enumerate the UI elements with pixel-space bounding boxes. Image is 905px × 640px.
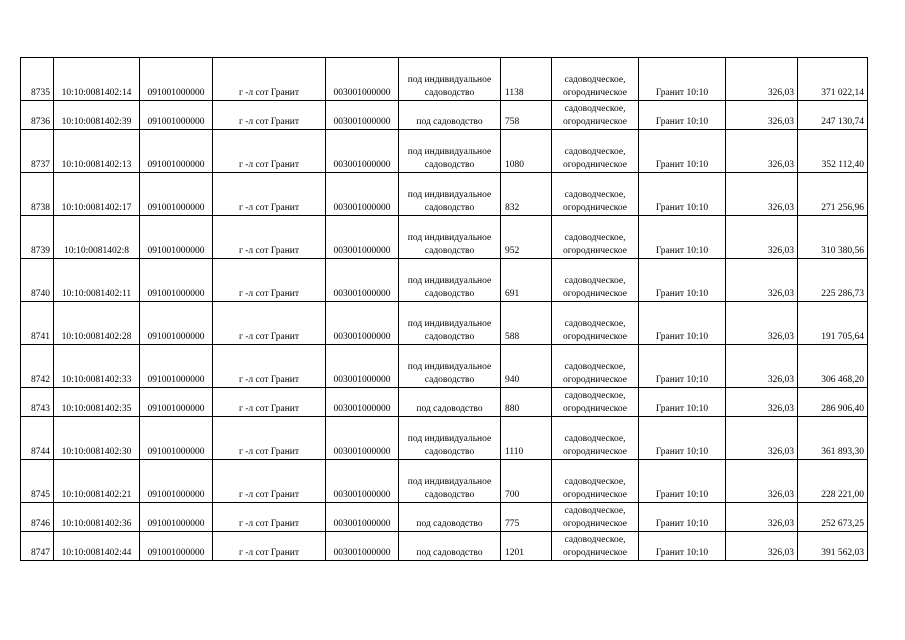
land-category-cell bbox=[552, 173, 639, 216]
oktmo-code-cell: 003001000000 bbox=[326, 417, 399, 460]
table-row bbox=[21, 173, 868, 216]
okato-code-cell: 091001000000 bbox=[140, 58, 213, 101]
locality-cell: г -л сот Гранит bbox=[213, 503, 326, 532]
permitted-use-line-2: садоводство bbox=[424, 246, 475, 256]
row-number-cell: 8742 bbox=[21, 345, 54, 388]
row-number-cell: 8737 bbox=[21, 130, 54, 173]
land-category-cell bbox=[552, 259, 639, 302]
permitted-use-cell bbox=[399, 532, 501, 561]
table-row bbox=[21, 503, 868, 532]
land-category-line-1: садоводческое, bbox=[564, 477, 626, 487]
permitted-use-line-1: под индивидуальное bbox=[407, 190, 492, 200]
oktmo-code-cell: 003001000000 bbox=[326, 130, 399, 173]
cadastral-value-cell: 247 130,74 bbox=[798, 101, 868, 130]
area-cell: 1201 bbox=[501, 532, 552, 561]
row-number-cell: 8739 bbox=[21, 216, 54, 259]
locality-cell: г -л сот Гранит bbox=[213, 130, 326, 173]
land-category-line-1: садоводческое, bbox=[564, 147, 626, 157]
land-category-line-1: садоводческое, bbox=[564, 233, 626, 243]
land-category-line-1: садоводческое, bbox=[564, 190, 626, 200]
oktmo-code-cell: 003001000000 bbox=[326, 173, 399, 216]
land-category-line-2: огородническое bbox=[562, 375, 628, 385]
cadastral-value-cell: 306 468,20 bbox=[798, 345, 868, 388]
table-row bbox=[21, 216, 868, 259]
okato-code-cell: 091001000000 bbox=[140, 503, 213, 532]
permitted-use-line-2: садоводство bbox=[424, 447, 475, 457]
table-row bbox=[21, 460, 868, 503]
area-cell: 940 bbox=[501, 345, 552, 388]
locality-cell: г -л сот Гранит bbox=[213, 259, 326, 302]
table-row bbox=[21, 388, 868, 417]
area-cell: 1138 bbox=[501, 58, 552, 101]
locality-cell: г -л сот Гранит bbox=[213, 345, 326, 388]
permitted-use-cell bbox=[399, 460, 501, 503]
cadastral-value-cell: 391 562,03 bbox=[798, 532, 868, 561]
cadastral-value-cell: 352 112,40 bbox=[798, 130, 868, 173]
cadastral-number-cell: 10:10:0081402:17 bbox=[54, 173, 140, 216]
cadastral-value-cell: 271 256,96 bbox=[798, 173, 868, 216]
land-category-cell bbox=[552, 216, 639, 259]
row-number-cell: 8741 bbox=[21, 302, 54, 345]
land-category-cell bbox=[552, 503, 639, 532]
locality-cell: г -л сот Гранит bbox=[213, 302, 326, 345]
land-category-line-2: огородническое bbox=[562, 404, 628, 414]
locality-cell: г -л сот Гранит bbox=[213, 460, 326, 503]
cadastral-number-cell: 10:10:0081402:8 bbox=[54, 216, 140, 259]
cadastral-quarter-cell: Гранит 10:10 bbox=[639, 302, 726, 345]
land-category-line-2: огородническое bbox=[562, 519, 628, 529]
specific-value-cell: 326,03 bbox=[726, 345, 798, 388]
cadastral-number-cell: 10:10:0081402:28 bbox=[54, 302, 140, 345]
oktmo-code-cell: 003001000000 bbox=[326, 532, 399, 561]
table-row bbox=[21, 101, 868, 130]
okato-code-cell: 091001000000 bbox=[140, 173, 213, 216]
cadastral-number-cell: 10:10:0081402:33 bbox=[54, 345, 140, 388]
cadastral-value-cell: 310 380,56 bbox=[798, 216, 868, 259]
permitted-use-line-2: садоводство bbox=[424, 88, 475, 98]
land-category-line-2: огородническое bbox=[562, 490, 628, 500]
table-row bbox=[21, 259, 868, 302]
okato-code-cell: 091001000000 bbox=[140, 388, 213, 417]
okato-code-cell: 091001000000 bbox=[140, 101, 213, 130]
okato-code-cell: 091001000000 bbox=[140, 460, 213, 503]
permitted-use-line-1: под индивидуальное bbox=[407, 434, 492, 444]
permitted-use-line-2: садоводство bbox=[424, 375, 475, 385]
land-category-cell bbox=[552, 388, 639, 417]
land-category-line-2: огородническое bbox=[562, 117, 628, 127]
specific-value-cell: 326,03 bbox=[726, 388, 798, 417]
okato-code-cell: 091001000000 bbox=[140, 216, 213, 259]
cadastral-number-cell: 10:10:0081402:21 bbox=[54, 460, 140, 503]
permitted-use-cell bbox=[399, 388, 501, 417]
area-cell: 832 bbox=[501, 173, 552, 216]
land-category-cell bbox=[552, 417, 639, 460]
land-category-line-1: садоводческое, bbox=[564, 276, 626, 286]
cadastral-value-table bbox=[20, 57, 868, 561]
cadastral-quarter-cell: Гранит 10:10 bbox=[639, 388, 726, 417]
locality-cell: г -л сот Гранит bbox=[213, 58, 326, 101]
area-cell: 880 bbox=[501, 388, 552, 417]
cadastral-value-cell: 225 286,73 bbox=[798, 259, 868, 302]
land-category-line-1: садоводческое, bbox=[564, 391, 626, 401]
cadastral-quarter-cell: Гранит 10:10 bbox=[639, 58, 726, 101]
permitted-use-cell bbox=[399, 173, 501, 216]
land-category-cell bbox=[552, 532, 639, 561]
oktmo-code-cell: 003001000000 bbox=[326, 101, 399, 130]
land-category-line-1: садоводческое, bbox=[564, 319, 626, 329]
okato-code-cell: 091001000000 bbox=[140, 532, 213, 561]
permitted-use-line-1: под индивидуальное bbox=[407, 362, 492, 372]
cadastral-number-cell: 10:10:0081402:14 bbox=[54, 58, 140, 101]
cadastral-quarter-cell: Гранит 10:10 bbox=[639, 460, 726, 503]
oktmo-code-cell: 003001000000 bbox=[326, 503, 399, 532]
land-category-cell bbox=[552, 101, 639, 130]
locality-cell: г -л сот Гранит bbox=[213, 216, 326, 259]
cadastral-quarter-cell: Гранит 10:10 bbox=[639, 173, 726, 216]
land-category-line-2: огородническое bbox=[562, 548, 628, 558]
land-category-cell bbox=[552, 460, 639, 503]
row-number-cell: 8743 bbox=[21, 388, 54, 417]
land-category-line-1: садоводческое, bbox=[564, 535, 626, 545]
cadastral-value-cell: 191 705,64 bbox=[798, 302, 868, 345]
land-category-cell bbox=[552, 58, 639, 101]
locality-cell: г -л сот Гранит bbox=[213, 417, 326, 460]
row-number-cell: 8740 bbox=[21, 259, 54, 302]
table-row bbox=[21, 417, 868, 460]
locality-cell: г -л сот Гранит bbox=[213, 173, 326, 216]
locality-cell: г -л сот Гранит bbox=[213, 532, 326, 561]
cadastral-number-cell: 10:10:0081402:39 bbox=[54, 101, 140, 130]
cadastral-value-cell: 286 906,40 bbox=[798, 388, 868, 417]
permitted-use-line-1: под индивидуальное bbox=[407, 147, 492, 157]
cadastral-value-cell: 361 893,30 bbox=[798, 417, 868, 460]
specific-value-cell: 326,03 bbox=[726, 417, 798, 460]
oktmo-code-cell: 003001000000 bbox=[326, 216, 399, 259]
locality-cell: г -л сот Гранит bbox=[213, 388, 326, 417]
cadastral-number-cell: 10:10:0081402:36 bbox=[54, 503, 140, 532]
oktmo-code-cell: 003001000000 bbox=[326, 259, 399, 302]
permitted-use-cell bbox=[399, 130, 501, 173]
row-number-cell: 8747 bbox=[21, 532, 54, 561]
area-cell: 588 bbox=[501, 302, 552, 345]
row-number-cell: 8744 bbox=[21, 417, 54, 460]
permitted-use-line-2: под садоводство bbox=[416, 548, 483, 558]
oktmo-code-cell: 003001000000 bbox=[326, 388, 399, 417]
area-cell: 1110 bbox=[501, 417, 552, 460]
permitted-use-cell bbox=[399, 58, 501, 101]
permitted-use-line-1: под индивидуальное bbox=[407, 319, 492, 329]
okato-code-cell: 091001000000 bbox=[140, 417, 213, 460]
table-row bbox=[21, 532, 868, 561]
area-cell: 691 bbox=[501, 259, 552, 302]
specific-value-cell: 326,03 bbox=[726, 503, 798, 532]
area-cell: 952 bbox=[501, 216, 552, 259]
permitted-use-line-2: под садоводство bbox=[416, 519, 483, 529]
land-category-cell bbox=[552, 302, 639, 345]
permitted-use-line-2: садоводство bbox=[424, 289, 475, 299]
row-number-cell: 8736 bbox=[21, 101, 54, 130]
specific-value-cell: 326,03 bbox=[726, 259, 798, 302]
oktmo-code-cell: 003001000000 bbox=[326, 302, 399, 345]
permitted-use-line-2: под садоводство bbox=[416, 117, 483, 127]
permitted-use-cell bbox=[399, 216, 501, 259]
permitted-use-cell bbox=[399, 259, 501, 302]
area-cell: 700 bbox=[501, 460, 552, 503]
land-category-line-2: огородническое bbox=[562, 88, 628, 98]
permitted-use-cell bbox=[399, 302, 501, 345]
specific-value-cell: 326,03 bbox=[726, 460, 798, 503]
land-category-line-2: огородническое bbox=[562, 332, 628, 342]
cadastral-number-cell: 10:10:0081402:30 bbox=[54, 417, 140, 460]
cadastral-quarter-cell: Гранит 10:10 bbox=[639, 345, 726, 388]
area-cell: 1080 bbox=[501, 130, 552, 173]
oktmo-code-cell: 003001000000 bbox=[326, 460, 399, 503]
table-row bbox=[21, 302, 868, 345]
cadastral-quarter-cell: Гранит 10:10 bbox=[639, 216, 726, 259]
permitted-use-line-1: под индивидуальное bbox=[407, 233, 492, 243]
cadastral-number-cell: 10:10:0081402:44 bbox=[54, 532, 140, 561]
specific-value-cell: 326,03 bbox=[726, 216, 798, 259]
specific-value-cell: 326,03 bbox=[726, 532, 798, 561]
cadastral-value-cell: 228 221,00 bbox=[798, 460, 868, 503]
table-row bbox=[21, 58, 868, 101]
land-category-line-2: огородническое bbox=[562, 160, 628, 170]
row-number-cell: 8746 bbox=[21, 503, 54, 532]
cadastral-value-cell: 371 022,14 bbox=[798, 58, 868, 101]
permitted-use-cell bbox=[399, 101, 501, 130]
cadastral-value-cell: 252 673,25 bbox=[798, 503, 868, 532]
land-category-line-2: огородническое bbox=[562, 246, 628, 256]
cadastral-quarter-cell: Гранит 10:10 bbox=[639, 101, 726, 130]
permitted-use-line-1: под индивидуальное bbox=[407, 477, 492, 487]
permitted-use-cell bbox=[399, 503, 501, 532]
land-category-line-2: огородническое bbox=[562, 289, 628, 299]
oktmo-code-cell: 003001000000 bbox=[326, 58, 399, 101]
table-body bbox=[21, 58, 868, 561]
land-category-line-2: огородническое bbox=[562, 447, 628, 457]
permitted-use-line-2: садоводство bbox=[424, 160, 475, 170]
land-category-line-1: садоводческое, bbox=[564, 75, 626, 85]
cadastral-quarter-cell: Гранит 10:10 bbox=[639, 259, 726, 302]
land-category-line-2: огородническое bbox=[562, 203, 628, 213]
okato-code-cell: 091001000000 bbox=[140, 259, 213, 302]
permitted-use-line-1: под индивидуальное bbox=[407, 75, 492, 85]
land-category-line-1: садоводческое, bbox=[564, 506, 626, 516]
okato-code-cell: 091001000000 bbox=[140, 130, 213, 173]
cadastral-quarter-cell: Гранит 10:10 bbox=[639, 130, 726, 173]
area-cell: 775 bbox=[501, 503, 552, 532]
cadastral-number-cell: 10:10:0081402:35 bbox=[54, 388, 140, 417]
permitted-use-cell bbox=[399, 417, 501, 460]
row-number-cell: 8738 bbox=[21, 173, 54, 216]
permitted-use-line-2: садоводство bbox=[424, 490, 475, 500]
land-category-cell bbox=[552, 345, 639, 388]
land-category-cell bbox=[552, 130, 639, 173]
cadastral-quarter-cell: Гранит 10:10 bbox=[639, 417, 726, 460]
specific-value-cell: 326,03 bbox=[726, 302, 798, 345]
okato-code-cell: 091001000000 bbox=[140, 345, 213, 388]
land-category-line-1: садоводческое, bbox=[564, 104, 626, 114]
row-number-cell: 8735 bbox=[21, 58, 54, 101]
oktmo-code-cell: 003001000000 bbox=[326, 345, 399, 388]
table-row bbox=[21, 130, 868, 173]
okato-code-cell: 091001000000 bbox=[140, 302, 213, 345]
permitted-use-line-2: садоводство bbox=[424, 332, 475, 342]
cadastral-number-cell: 10:10:0081402:13 bbox=[54, 130, 140, 173]
cadastral-number-cell: 10:10:0081402:11 bbox=[54, 259, 140, 302]
area-cell: 758 bbox=[501, 101, 552, 130]
cadastral-quarter-cell: Гранит 10:10 bbox=[639, 532, 726, 561]
row-number-cell: 8745 bbox=[21, 460, 54, 503]
permitted-use-line-1: под индивидуальное bbox=[407, 276, 492, 286]
land-category-line-1: садоводческое, bbox=[564, 362, 626, 372]
table-row bbox=[21, 345, 868, 388]
cadastral-quarter-cell: Гранит 10:10 bbox=[639, 503, 726, 532]
specific-value-cell: 326,03 bbox=[726, 173, 798, 216]
permitted-use-line-2: под садоводство bbox=[416, 404, 483, 414]
locality-cell: г -л сот Гранит bbox=[213, 101, 326, 130]
specific-value-cell: 326,03 bbox=[726, 58, 798, 101]
permitted-use-cell bbox=[399, 345, 501, 388]
permitted-use-line-2: садоводство bbox=[424, 203, 475, 213]
land-category-line-1: садоводческое, bbox=[564, 434, 626, 444]
specific-value-cell: 326,03 bbox=[726, 130, 798, 173]
specific-value-cell: 326,03 bbox=[726, 101, 798, 130]
